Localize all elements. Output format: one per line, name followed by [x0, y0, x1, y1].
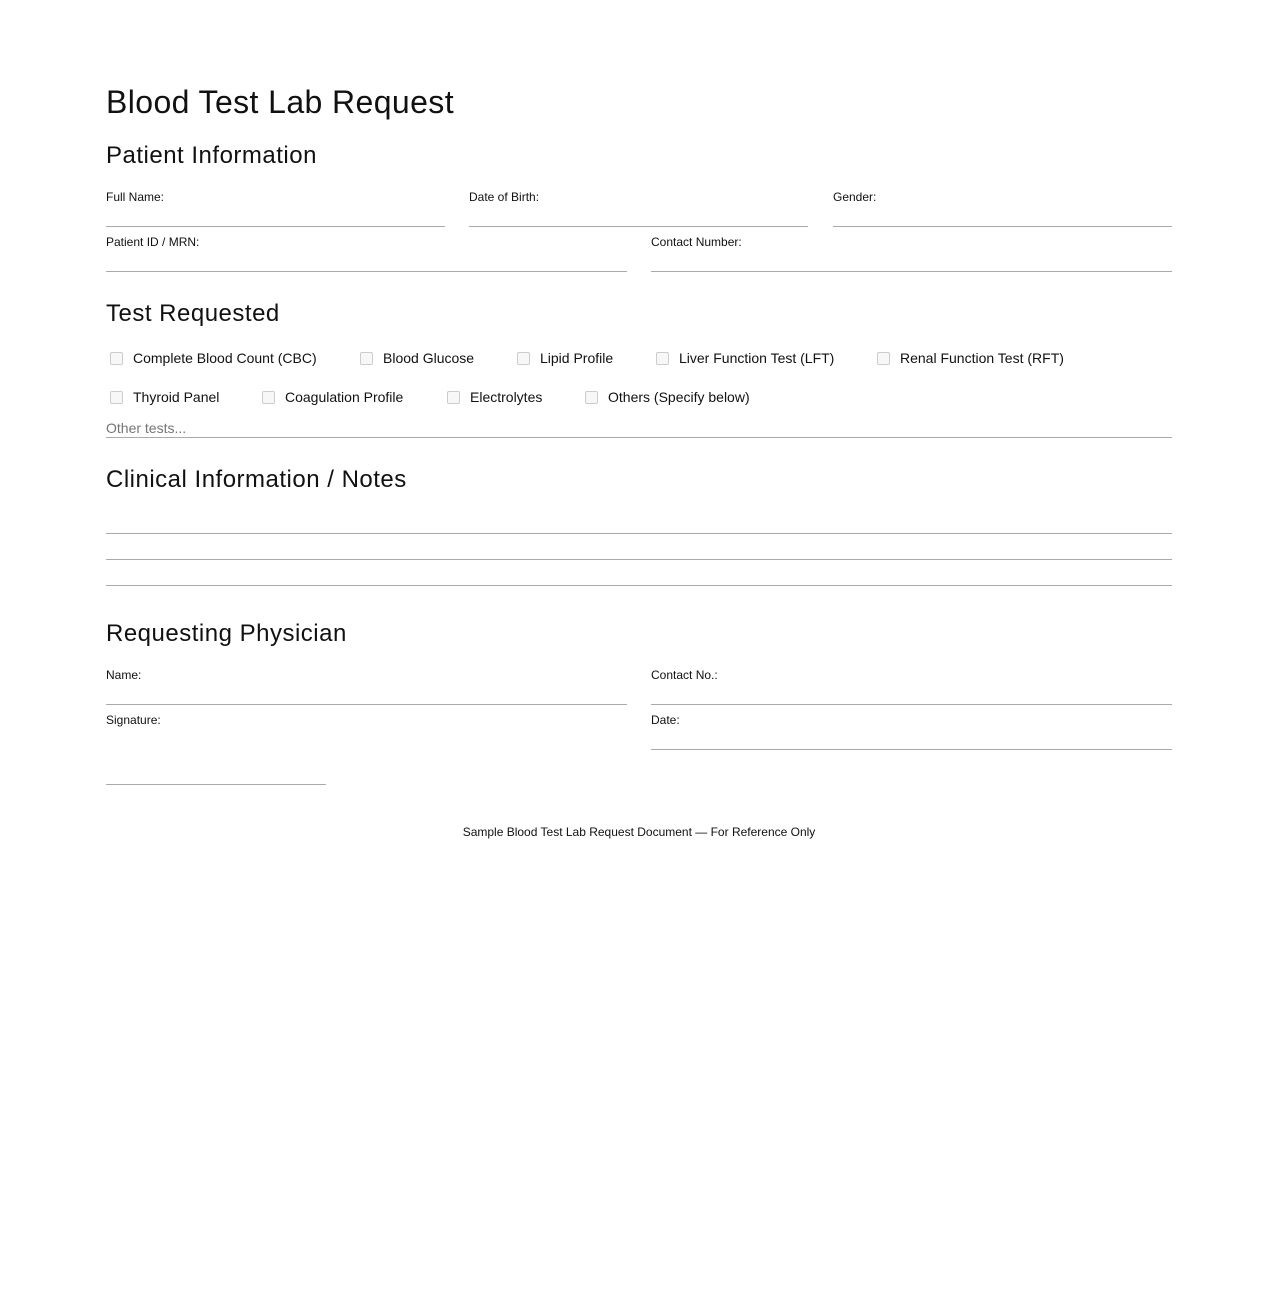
checkbox-icon[interactable] — [110, 352, 123, 365]
checkbox-thyroid[interactable]: Thyroid Panel — [110, 388, 219, 406]
checkbox-icon[interactable] — [517, 352, 530, 365]
checkbox-lipid-profile[interactable]: Lipid Profile — [517, 349, 613, 367]
checkbox-electrolytes[interactable]: Electrolytes — [447, 388, 542, 406]
checkbox-icon[interactable] — [585, 391, 598, 404]
date-label: Date: — [651, 713, 680, 727]
checkbox-icon[interactable] — [360, 352, 373, 365]
physician-name-field[interactable] — [106, 704, 627, 705]
checkbox-icon[interactable] — [877, 352, 890, 365]
patient-id-label: Patient ID / MRN: — [106, 235, 200, 249]
physician-contact-field[interactable] — [651, 704, 1172, 705]
clinical-notes-heading: Clinical Information / Notes — [106, 466, 407, 493]
contact-number-label: Contact Number: — [651, 235, 742, 249]
signature-label: Signature: — [106, 713, 161, 727]
gender-label: Gender: — [833, 190, 877, 204]
test-requested-heading: Test Requested — [106, 300, 280, 327]
notes-line-1[interactable] — [106, 533, 1172, 534]
checkbox-icon[interactable] — [656, 352, 669, 365]
date-field[interactable] — [651, 749, 1172, 750]
checkbox-icon[interactable] — [262, 391, 275, 404]
notes-line-3[interactable] — [106, 585, 1172, 586]
full-name-field[interactable] — [106, 226, 445, 227]
checkbox-blood-glucose[interactable]: Blood Glucose — [360, 349, 474, 367]
checkbox-icon[interactable] — [447, 391, 460, 404]
full-name-label: Full Name: — [106, 190, 165, 204]
patient-info-heading: Patient Information — [106, 142, 317, 169]
dob-field[interactable] — [469, 226, 808, 227]
physician-contact-label: Contact No.: — [651, 668, 718, 682]
checkbox-rft[interactable]: Renal Function Test (RFT) — [877, 349, 1064, 367]
checkbox-cbc[interactable]: Complete Blood Count (CBC) — [110, 349, 317, 367]
checkbox-others[interactable]: Others (Specify below) — [585, 388, 750, 406]
checkbox-lft[interactable]: Liver Function Test (LFT) — [656, 349, 834, 367]
notes-line-2[interactable] — [106, 559, 1172, 560]
dob-label: Date of Birth: — [469, 190, 540, 204]
signature-line[interactable] — [106, 784, 326, 785]
other-tests-input[interactable] — [106, 420, 1172, 438]
contact-number-field[interactable] — [651, 271, 1172, 272]
page-title: Blood Test Lab Request — [106, 84, 455, 120]
checkbox-coagulation[interactable]: Coagulation Profile — [262, 388, 403, 406]
physician-name-label: Name: — [106, 668, 142, 682]
footer-note: Sample Blood Test Lab Request Document — For Reference Only — [462, 825, 816, 839]
gender-field[interactable] — [833, 226, 1172, 227]
checkbox-icon[interactable] — [110, 391, 123, 404]
patient-id-field[interactable] — [106, 271, 627, 272]
physician-heading: Requesting Physician — [106, 620, 347, 647]
